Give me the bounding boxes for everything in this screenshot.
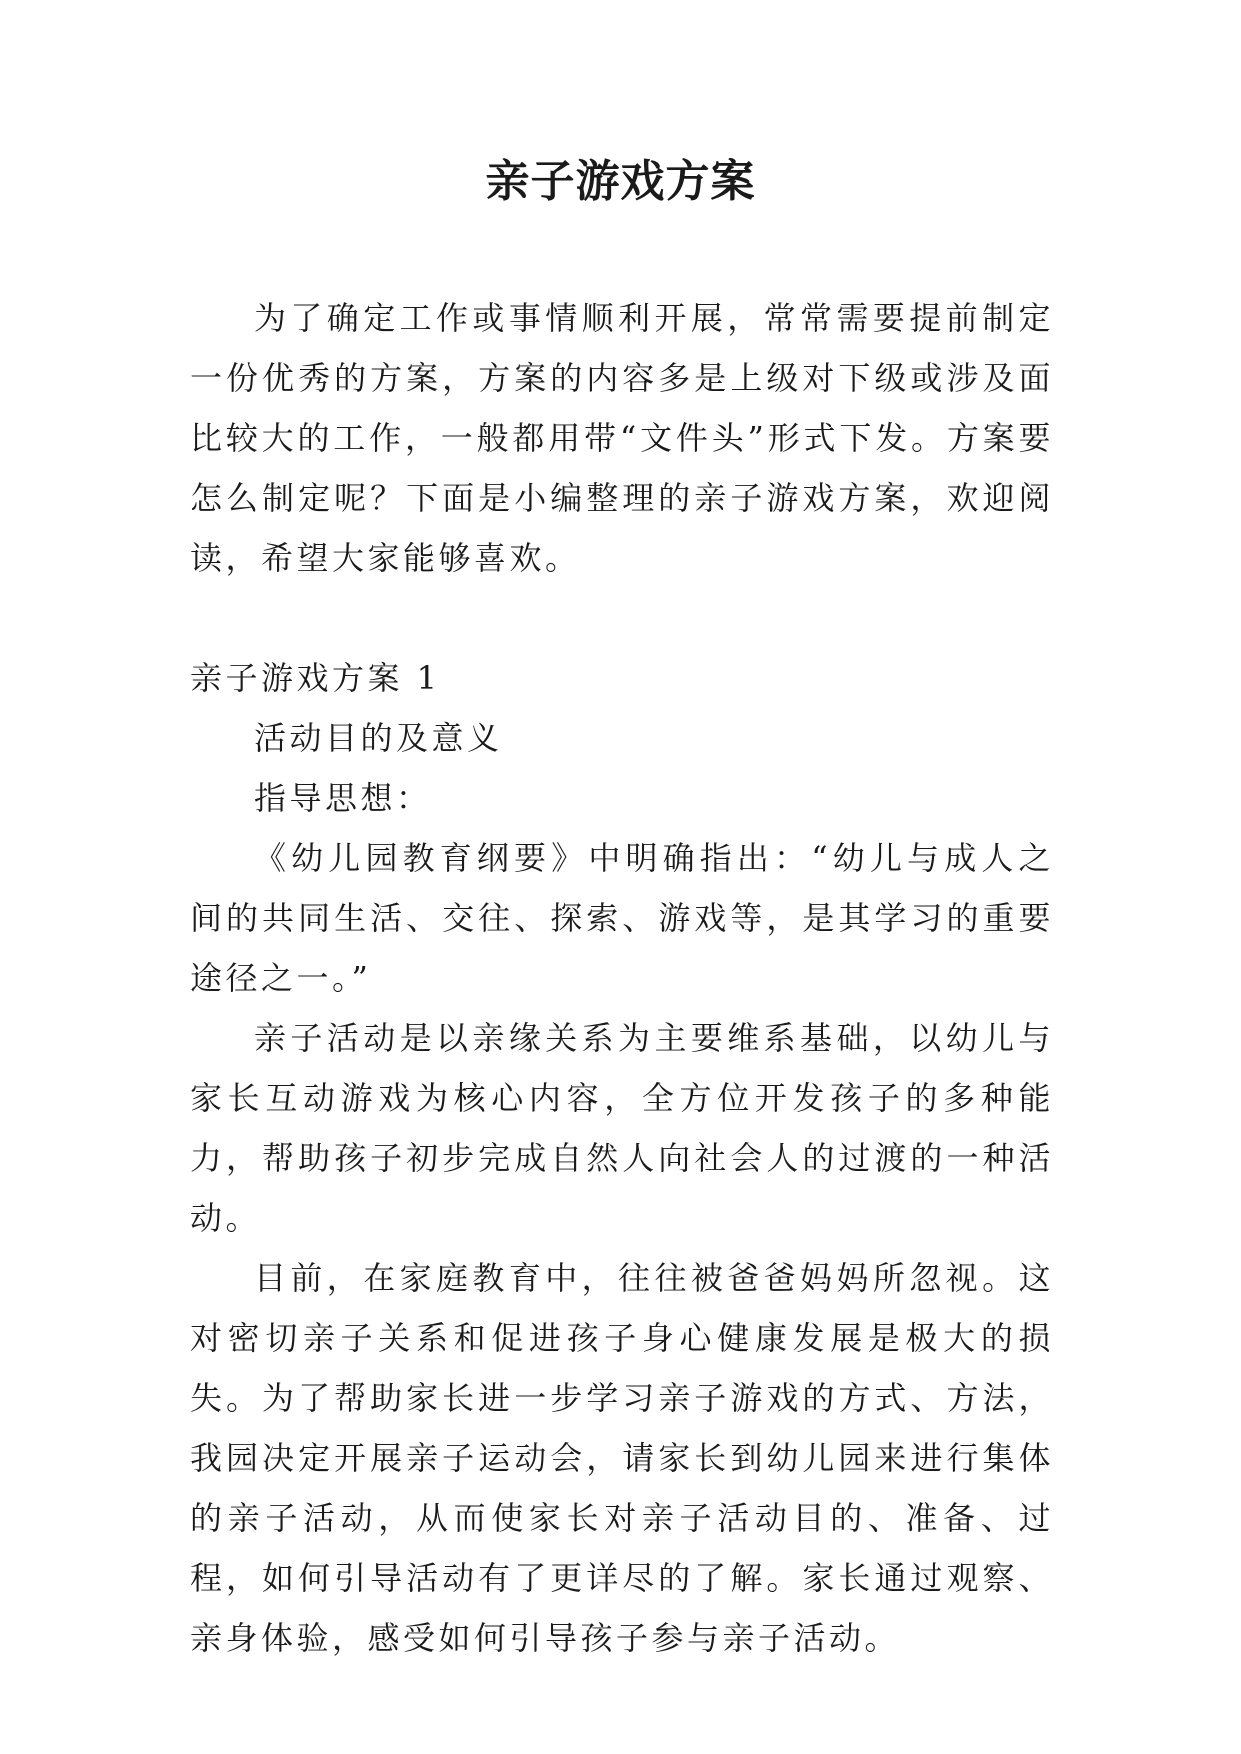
section-heading: 亲子游戏方案 1 [190,659,441,697]
subheading-guiding-thought: 指导思想： [254,779,432,817]
intro-paragraph: 为了确定工作或事情顺利开展，常常需要提前制定一份优秀的方案，方案的内容多是上级对下级或涉及面比较大的工作，一般都用带“文件头”形式下发。方案要怎么制定呢？下面是小编整理的亲子游戏方案，欢迎阅读，希望大家能够喜欢。 [190,299,1054,577]
subheading-purpose: 活动目的及意义 [254,719,503,757]
body-paragraph: 目前，在家庭教育中，往往被爸爸妈妈所忽视。这对密切亲子关系和促进孩子身心健康发展是极大的损失。为了帮助家长进一步学习亲子游戏的方式、方法，我园决定开展亲子运动会，请家长到幼儿园来进行集体的亲子活动，从而使家长对亲子活动目的、准备、过程，如何引导活动有了更详尽的了解。家长通过观察、亲身体验，感受如何引导孩子参与亲子活动。 [190,1259,1054,1657]
document-title: 亲子游戏方案 [485,156,756,207]
body-paragraph: 《幼儿园教育纲要》中明确指出：“幼儿与成人之间的共同生活、交往、探索、游戏等，是其学习的重要途径之一。” [190,839,1054,997]
document-body [190,288,1054,1668]
paragraph-gap [190,588,1054,648]
body-paragraph: 亲子活动是以亲缘关系为主要维系基础，以幼儿与家长互动游戏为核心内容，全方位开发孩子的多种能力，帮助孩子初步完成自然人向社会人的过渡的一种活动。 [190,1019,1054,1237]
